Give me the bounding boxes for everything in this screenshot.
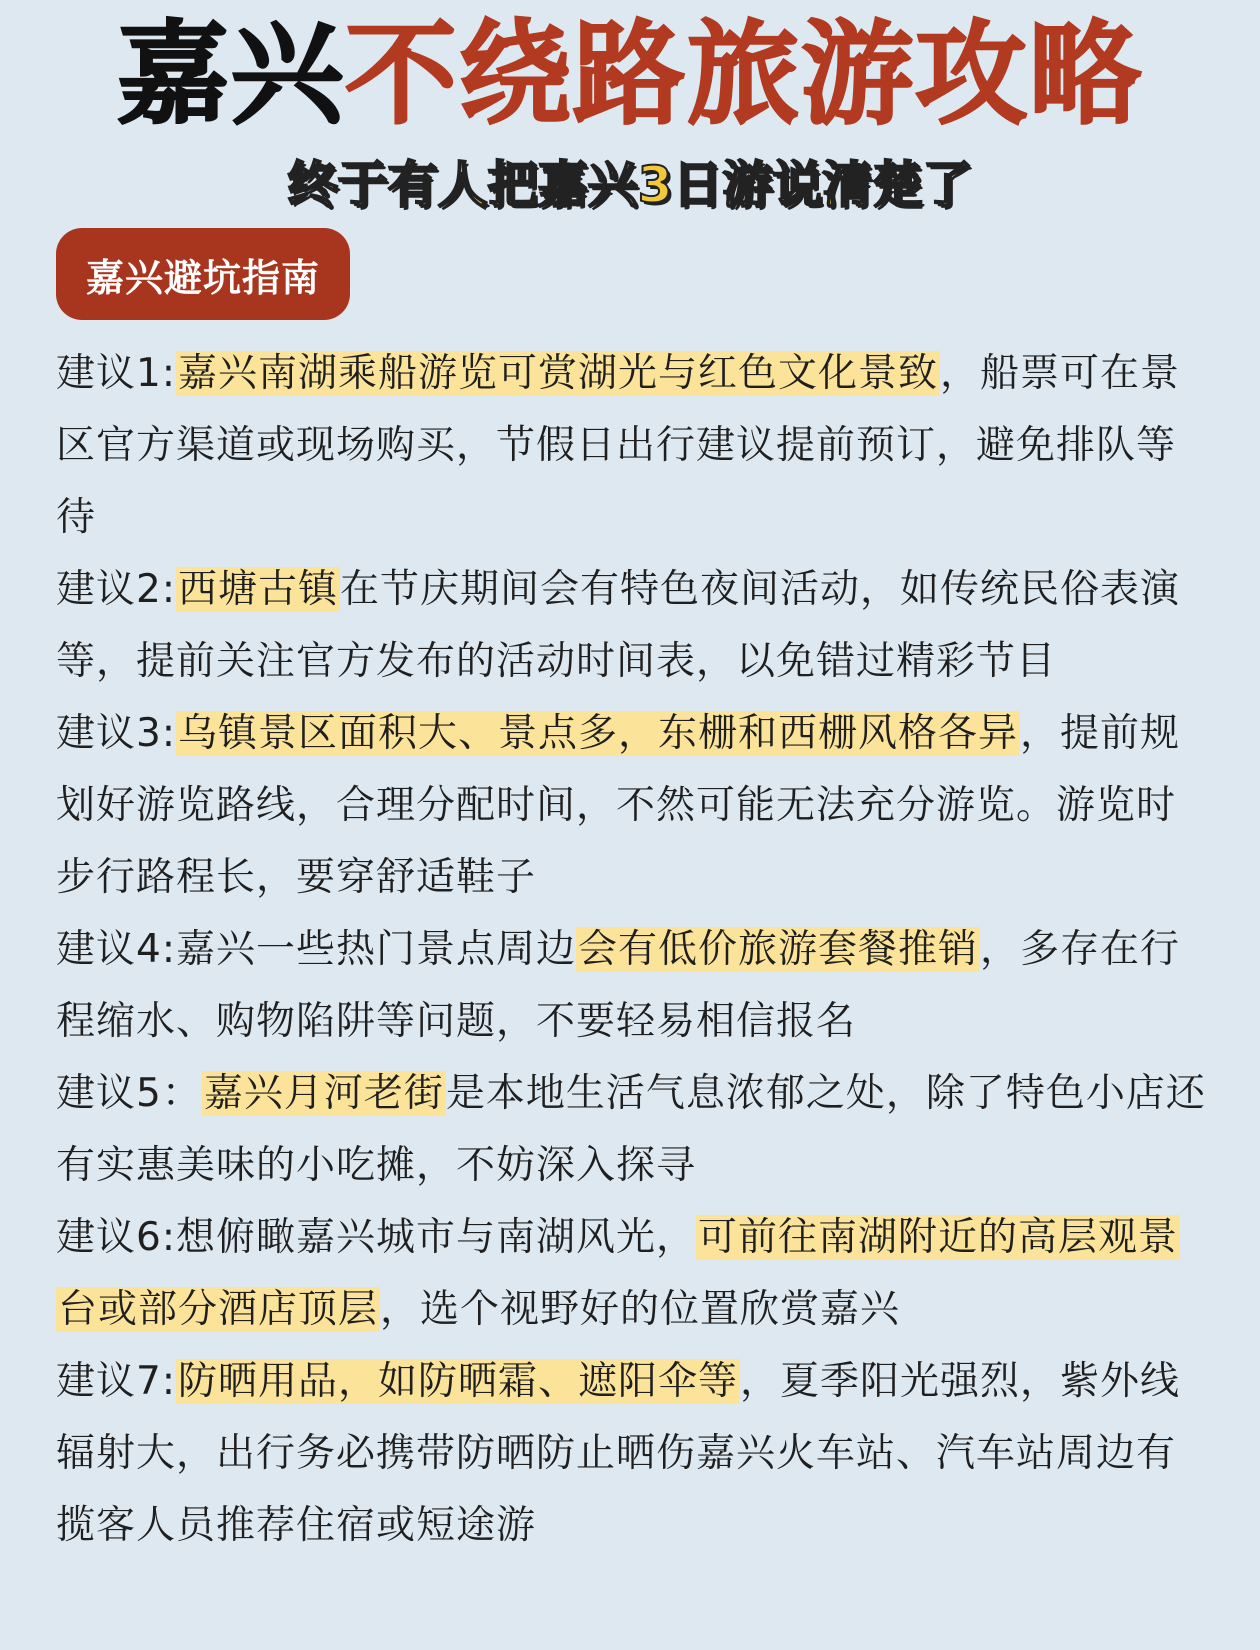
tip-label: 建议4: xyxy=(56,927,176,972)
tip-text: ，多存在行程缩水、购物陷阱等问题，不要轻易相信报名 xyxy=(56,927,1180,1044)
tip-label: 建议7: xyxy=(56,1359,176,1404)
subtitle: 终于有人把嘉兴3日游说清楚了 xyxy=(287,156,973,214)
tip-text-before: 嘉兴一些热门景点周边 xyxy=(175,927,576,972)
tip-text: 在节庆期间会有特色夜间活动，如传统民俗表演等，提前关注官方发布的活动时间表，以免错过精彩节目 xyxy=(56,567,1180,684)
tip-3 xyxy=(56,698,1206,914)
tip-text-before: 想俯瞰嘉兴城市与南湖风光， xyxy=(175,1215,696,1260)
tip-label: 建议6: xyxy=(56,1215,176,1260)
tip-highlight: 乌镇景区面积大、景点多，东栅和西栅风格各异 xyxy=(177,711,1018,756)
tip-text: ，选个视野好的位置欣赏嘉兴 xyxy=(380,1287,901,1332)
tip-2 xyxy=(56,554,1206,698)
tip-text: ，提前规划好游览路线，合理分配时间，不然可能无法充分游览。游览时步行路程长，要穿舒适鞋子 xyxy=(56,711,1180,900)
tip-label: 建议1: xyxy=(56,351,176,396)
tip-text: 是本地生活气息浓郁之处，除了特色小店还有实惠美味的小吃摊，不妨深入探寻 xyxy=(56,1071,1206,1188)
section-badge: 嘉兴避坑指南 xyxy=(56,228,350,320)
tip-highlight: 嘉兴月河老街 xyxy=(203,1071,444,1116)
tip-highlight: 嘉兴南湖乘船游览可赏湖光与红色文化景致 xyxy=(177,351,938,396)
tip-highlight: 防晒用品，如防晒霜、遮阳伞等 xyxy=(177,1359,738,1404)
tip-highlight: 会有低价旅游套餐推销 xyxy=(577,927,978,972)
tip-label: 建议2: xyxy=(56,567,176,612)
tip-text: ，船票可在景区官方渠道或现场购买，节假日出行建议提前预订，避免排队等待 xyxy=(56,351,1180,540)
tip-highlight: 西塘古镇 xyxy=(177,567,338,612)
tip-5 xyxy=(56,1058,1206,1202)
tip-highlight: 可前往南湖附近的高层观景台或部分酒店顶层 xyxy=(58,1215,1178,1332)
page-title xyxy=(0,10,1260,140)
tips-list xyxy=(56,338,1206,1562)
tip-4 xyxy=(56,914,1206,1058)
tip-text: ，夏季阳光强烈，紫外线辐射大，出行务必携带防晒防止晒伤嘉兴火车站、汽车站周边有揽客人员推荐住宿或短途游 xyxy=(56,1359,1180,1548)
tip-6 xyxy=(56,1202,1206,1346)
tip-7 xyxy=(56,1346,1206,1562)
tip-1 xyxy=(56,338,1206,554)
tip-label: 建议3: xyxy=(56,711,176,756)
title-part-2: 不绕路旅游攻略 xyxy=(345,10,1143,140)
title-part-1: 嘉兴 xyxy=(117,10,345,140)
tip-label: 建议5： xyxy=(56,1071,202,1116)
